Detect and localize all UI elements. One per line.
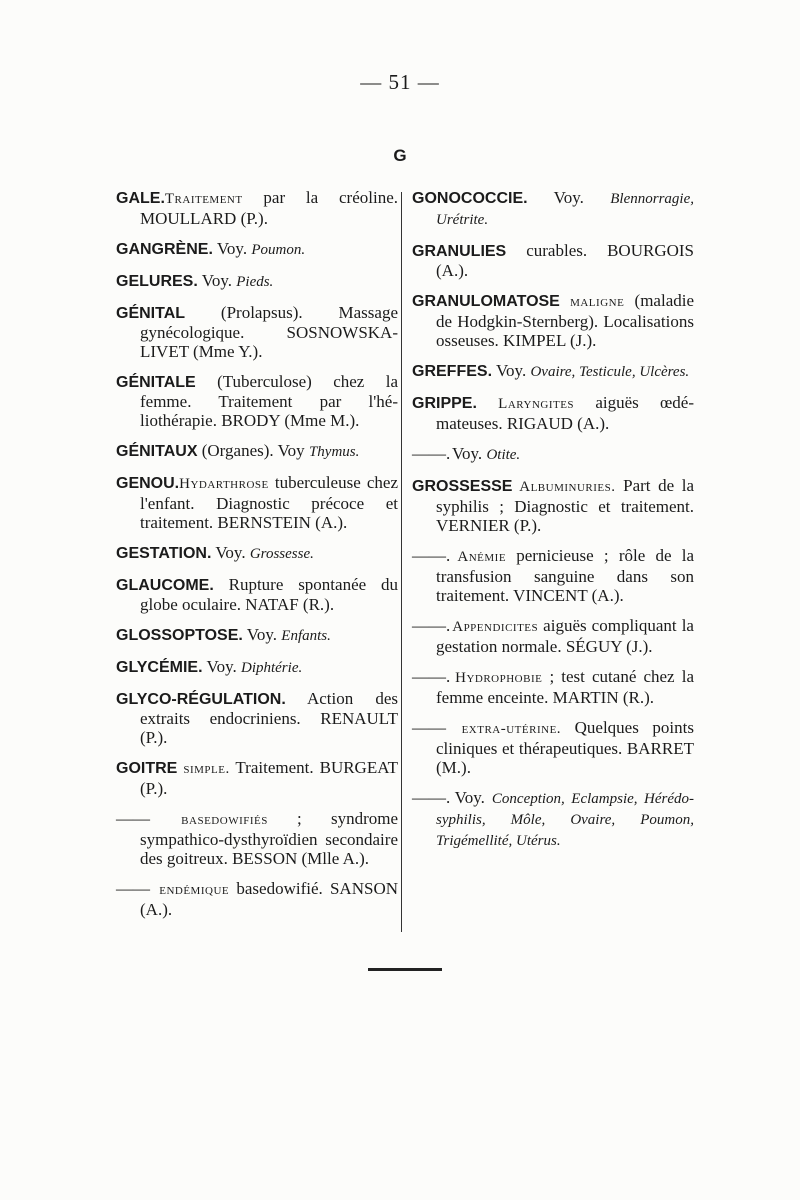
entry-text: Voy. [448,444,487,463]
entry-heading: GLYCO-RÉGULATION. [116,691,286,708]
entry-cross-reference: Diphtérie. [240,660,303,676]
ditto-dash: —— [116,879,150,898]
index-entry [412,667,694,707]
index-entry [116,689,398,747]
entry-cross-reference: Conception, Eclampsie, Hérédo-syphilis, Môle, Ovaire, Poumon, Trigémellité, Utérus. [436,791,694,849]
index-entry [116,271,398,292]
entry-text: (maladie de Hodgkin-Sternberg). Localisations osseuses. KIMPEL (J.). [436,291,695,350]
entry-subheading: Laryngites [476,396,575,412]
index-entry [116,239,398,260]
entry-cross-reference: Grossesse. [249,546,314,562]
entry-subheading: Albuminuries. [512,479,616,495]
entry-text: Traitement. BURGEAT (P.). [140,758,398,798]
index-entry [116,473,398,532]
index-entry [412,188,694,230]
ditto-dash: ——. [412,444,451,463]
entry-cross-reference: Pieds. [236,274,274,290]
entry-cross-reference: Poumon. [251,242,306,258]
entry-text: pernicieuse ; rôle de la transfusion sanguine dans son traitement. VINCENT (A.). [436,546,694,605]
ditto-dash: ——. [412,616,451,635]
entry-heading: GLYCÉMIE. [116,659,203,676]
entry-text: tuberculeuse chez l'enfant. Diagnostic précoce et traitement. BERNSTEIN (A.). [140,473,398,532]
index-entry [412,788,694,851]
entry-text: (Prolapsus). Massage gynécologique. SOSNOWSKA-LIVET (Mme Y.). [140,303,398,361]
entry-text: Voy. [492,361,531,380]
column-divider [401,192,402,932]
entry-text: Voy. [527,188,611,207]
entry-text: Voy. [212,239,252,258]
ditto-dash: —— [116,809,150,828]
entry-subheading: simple. [177,761,230,777]
entry-text: Voy. [197,271,237,290]
ditto-dash: ——. [412,788,451,807]
entry-heading: GROSSESSE [412,478,513,495]
entry-heading: GÉNITAUX [116,443,198,460]
entry-cross-reference: Blennorragie, Urétrite. [436,191,694,228]
index-entry [116,758,398,798]
section-letter: G [393,146,407,165]
entry-heading: GENOU. [116,475,180,492]
ditto-dash: —— [412,718,446,737]
entry-subheading: Anémie [448,549,507,565]
entry-subheading: endémique [152,882,230,898]
index-entry [116,441,398,462]
entry-text: Part de la syphilis ; Diagnostic et traitement. VERNIER (P.). [436,476,694,535]
entry-heading: GÉNITAL [116,305,186,322]
entry-subheading: extra-utérine. [448,721,562,737]
page-number: — 51 — [360,70,440,94]
entry-text: Voy. [202,657,241,676]
entry-subheading: Hydarthrose [179,476,269,492]
index-entry [412,476,694,535]
entry-heading: GOITRE [116,760,178,777]
index-entry [412,718,694,777]
index-entry [412,291,694,350]
right-column [412,188,694,862]
entry-heading: GELURES. [116,273,198,290]
index-entry [116,657,398,678]
entry-text: ; syndrome sympathico-dysthyroïdien secondaire des goitreux. BESSON (Mlle A.). [140,809,398,868]
entry-subheading: maligne [559,294,625,310]
entry-text: Action des extraits endocriniens. RENAULT (P.). [140,689,398,747]
index-entry [412,546,694,605]
entry-text: Voy. [448,788,492,807]
entry-heading: GALE. [116,190,165,207]
entry-heading: GONOCOCCIE. [412,190,528,207]
index-entry [412,361,694,382]
index-entry [116,303,398,361]
entry-text: Quelques points cliniques et thérapeutiques. BARRET (M.). [436,718,694,777]
entry-text: aiguës compliquant la gestation normale. SÉGUY (J.). [436,616,694,656]
ditto-dash: ——. [412,667,451,686]
entry-subheading: Appendicites [448,619,539,635]
entry-heading: GRIPPE. [412,395,477,412]
entry-cross-reference: Ovaire, Testicule, Ulcères. [530,364,690,380]
ditto-dash: ——. [412,546,451,565]
entry-text: (Organes). Voy [197,441,309,460]
entry-cross-reference: Thymus. [308,444,360,460]
entry-text: curables. BOURGOIS (A.). [436,241,694,280]
index-entry [116,625,398,646]
entry-heading: GRANULIES [412,243,507,260]
bottom-rule [368,968,442,971]
entry-heading: GREFFES. [412,363,493,380]
entry-text: Voy. [211,543,250,562]
index-entry [116,543,398,564]
index-entry [116,372,398,430]
index-entry [412,616,694,656]
index-entry [116,809,398,868]
entry-text: Rupture spontanée du globe oculaire. NATAF (R.). [140,575,398,614]
entry-heading: GANGRÈNE. [116,241,213,258]
entry-text: aiguës œdémateuses. RIGAUD (A.). [436,393,694,433]
entry-heading: GESTATION. [116,545,212,562]
entry-heading: GÉNITALE [116,374,196,391]
left-column [116,188,398,930]
entry-cross-reference: Otite. [486,447,521,463]
entry-text: par la créoline. MOULLARD (P.). [140,188,398,228]
index-entry [412,393,694,433]
entry-heading: GRANULOMATOSE [412,293,560,310]
entry-subheading: Hydrophobie [448,670,543,686]
entry-cross-reference: Enfants. [281,628,331,644]
entry-heading: GLOSSOPTOSE. [116,627,243,644]
index-entry [116,575,398,614]
entry-heading: GLAUCOME. [116,577,214,594]
index-entry [116,879,398,919]
entry-text: (Tuberculose) chez la femme. Traitement par l'héliothérapie. BRODY (Mme M.). [140,372,398,430]
index-entry [116,188,398,228]
entry-subheading: Traitement [164,191,243,207]
entry-text: Voy. [242,625,282,644]
index-entry [412,444,694,465]
entry-text: ; test cutané chez la femme enceinte. MARTIN (R.). [436,667,694,707]
index-entry [412,241,694,280]
entry-subheading: basedowifiés [152,812,268,828]
entry-text: basedowifié. SANSON (A.). [140,879,398,919]
